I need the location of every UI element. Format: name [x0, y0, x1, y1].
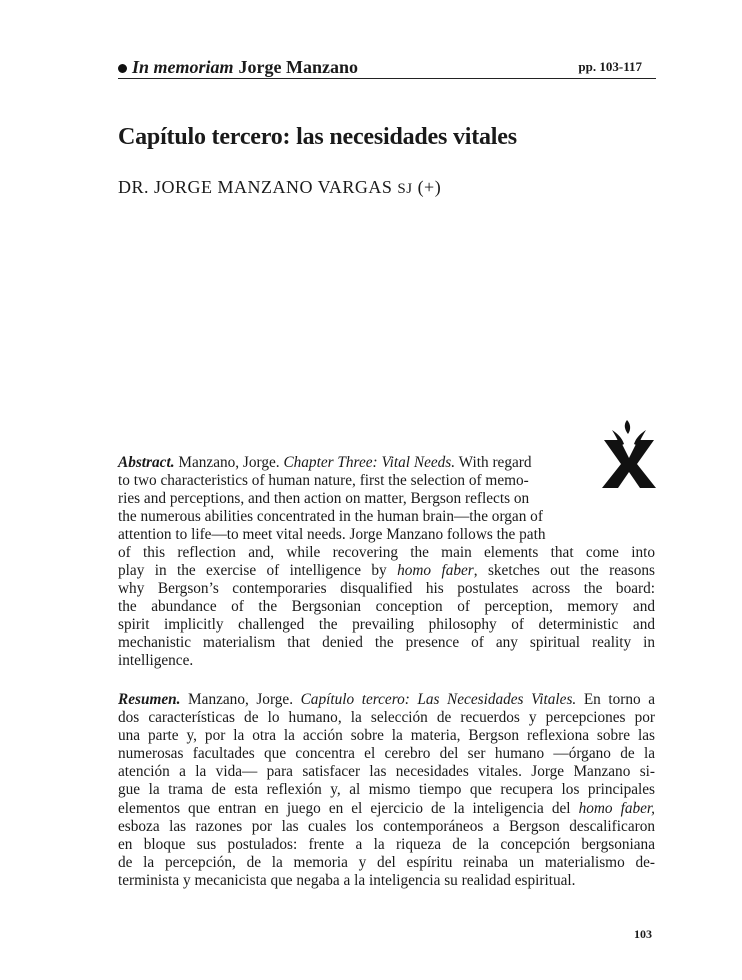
running-header: [118, 56, 656, 79]
abstract-line: spirit implicitly challenged the prevailing philosophy of deterministic and: [118, 616, 655, 633]
resumen-text: En torno a: [583, 691, 655, 708]
resumen-author-ref: Manzano, Jorge.: [188, 691, 294, 708]
resumen-line: [118, 800, 655, 818]
running-title-name: Jorge Manzano: [238, 57, 358, 77]
abstract-paragraph: [118, 454, 655, 670]
resumen-lead: Resumen.: [118, 691, 181, 708]
abstract-line: of this reflection and, while recovering the main elements that come into: [118, 544, 655, 561]
abstract-line: ries and perceptions, and then action on matter, Bergson reflects on: [118, 490, 530, 507]
bullet-icon: [118, 64, 127, 73]
author-name: DR. JORGE MANZANO VARGAS: [118, 177, 393, 197]
resumen-line: terminista y mecanicista que negaba a la inteligencia su realidad espiritual.: [118, 871, 576, 889]
resumen-line: numerosas facultades que concentra el cerebro del ser humano —órgano de la: [118, 745, 655, 763]
author-mark: (+): [417, 177, 442, 197]
chapter-title: Capítulo tercero: las necesidades vitales: [118, 124, 517, 150]
author-line: [118, 177, 441, 198]
abstract-line: to two characteristics of human nature, first the selection of memo-: [118, 472, 529, 489]
page-range: pp. 103-117: [578, 59, 642, 74]
resumen-line-1: [118, 691, 655, 709]
abstract-title-ref: Chapter Three: Vital Needs.: [283, 454, 456, 471]
abstract-line: mechanistic materialism that denied the presence of any spiritual reality in: [118, 634, 655, 651]
resumen-line: atención a la vida— para satisfacer las necesidades vitales. Jorge Manzano si-: [118, 763, 655, 781]
resumen-italic-term: homo faber,: [578, 799, 655, 817]
abstract-line: why Bergson’s contemporaries disqualified his postulates across the board:: [118, 580, 655, 597]
running-title: [118, 56, 358, 78]
abstract-line: intelligence.: [118, 652, 194, 669]
abstract-author-ref: Manzano, Jorge.: [178, 454, 280, 471]
abstract-line: [118, 562, 655, 580]
abstract-text: With regard: [458, 454, 532, 471]
abstract-lead: Abstract.: [118, 454, 175, 471]
resumen-title-ref: Capítulo tercero: Las Necesidades Vitales.: [300, 691, 577, 708]
abstract-line: the abundance of the Bergsonian conception of perception, memory and: [118, 598, 655, 615]
abstract-line: attention to life—to meet vital needs. Jorge Manzano follows the path: [118, 526, 546, 543]
page-number: 103: [634, 927, 652, 941]
running-title-italic: In memoriam: [132, 57, 234, 77]
abstract-line-1: [118, 454, 655, 472]
abstract-text: play in the exercise of intelligence by: [118, 562, 387, 579]
resumen-line: una parte y, por la otra la acción sobre la materia, Bergson reflexiona sobre las: [118, 727, 655, 745]
author-suffix: SJ: [397, 181, 413, 197]
resumen-line: gue la trama de esta reflexión y, al mismo tiempo que recupera los principales: [118, 781, 655, 799]
resumen-text: elementos que entran en juego en el ejercicio de la inteligencia del: [118, 799, 571, 817]
resumen-line: dos características de lo humano, la selección de recuerdos y percepciones por: [118, 709, 655, 727]
abstract-text: , sketches out the reasons: [473, 562, 656, 579]
resumen-paragraph: [118, 691, 655, 890]
resumen-line: esboza las razones por las cuales los contemporáneos a Bergson descalificaron: [118, 817, 655, 835]
abstract-line: the numerous abilities concentrated in the human brain—the organ of: [118, 508, 543, 525]
resumen-line: en bloque sus postulados: frente a la riqueza de la concepción bergsoniana: [118, 835, 655, 853]
abstract-italic-term: homo faber: [397, 562, 474, 579]
resumen-line: de la percepción, de la memoria y del espíritu reinaba un materialismo de-: [118, 853, 655, 871]
